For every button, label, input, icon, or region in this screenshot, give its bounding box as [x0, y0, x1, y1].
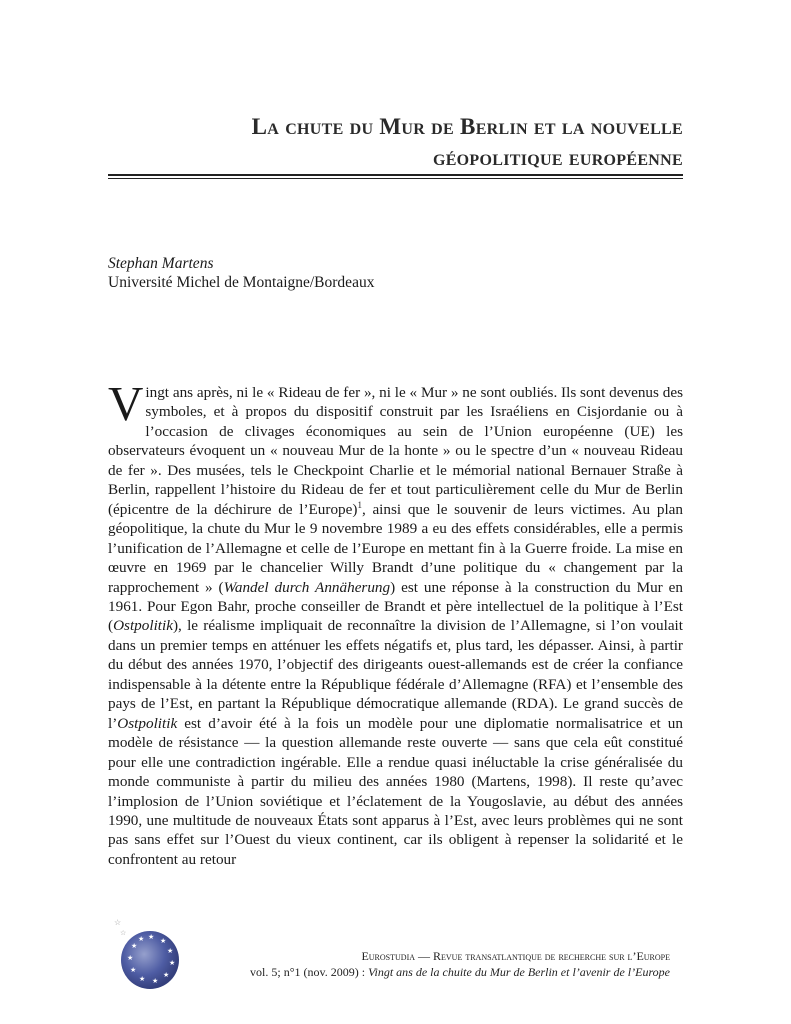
body-italic-wandel: Wandel durch Annäherung: [223, 578, 391, 596]
svg-text:★: ★: [163, 971, 170, 979]
article-title: [108, 112, 683, 173]
svg-text:★: ★: [148, 933, 155, 941]
footer-volume-title: Vingt ans de la chuite du Mur de Berlin et l’avenir de l’Europe: [368, 965, 670, 979]
body-italic-ostpolitik-1: Ostpolitik: [113, 617, 173, 635]
body-text-part-2: , ainsi que le souvenir de leurs victimes. Au plan géopolitique, la chute du Mur le 9 novembre 1989 a eu des effets considérables, elle a permis l’unification de l’Allemagne et celle de l’Europe en mettant fin à la Guerre froide. La mise en œuvre en 1969 par le chancelier Willy Brandt d’une politique du « changement par la rapprochement » (: [108, 500, 684, 596]
title-line-1: La chute du Mur de Berlin et la nouvelle: [251, 114, 683, 139]
title-line-2: géopolitique européenne: [432, 145, 683, 170]
footnote-ref[interactable]: 1: [357, 499, 362, 510]
article-body: [108, 376, 684, 869]
body-text-part-3: ) est une réponse à la construction du Mur en 1961. Pour Egon Bahr, proche conseiller de Brandt et père intellectuel de la politique à l’Est (: [108, 578, 683, 635]
svg-text:★: ★: [169, 959, 176, 967]
svg-text:★: ★: [130, 966, 137, 974]
svg-text:★: ★: [167, 947, 174, 955]
svg-text:☆: ☆: [114, 918, 122, 927]
drop-cap: V: [108, 376, 144, 431]
body-italic-ostpolitik-2: Ostpolitik: [117, 714, 178, 732]
svg-text:★: ★: [138, 935, 145, 943]
footer-journal: Eurostudia — Revue transatlantique de recherche sur l’Europe: [361, 949, 670, 963]
body-text-part-4: ), le réalisme impliquait de reconnaître la division de l’Allemagne, si l’on voulait dans un premier temps en atténuer les effets négatifs et, plus tard, les dépasser. Ainsi, à partir du début des années 1970, l’objectif des dirigeants ouest-allemands est de créer la confiance indispensable à la détente entre la République fédérale d’Allemagne (RFA) et l’ensemble des pays de l’Est, en partant la République démocratique allemande (RDA). Le grand succès de l’: [108, 617, 683, 732]
svg-text:★: ★: [127, 954, 134, 962]
footer-volume: [250, 964, 670, 980]
author-name: Stephan Martens: [108, 255, 214, 272]
svg-text:☆: ☆: [120, 929, 127, 937]
page-footer: [250, 948, 670, 980]
svg-text:★: ★: [131, 942, 138, 950]
body-text-part-5: est d’avoir été à la fois un modèle pour une diplomatie normalisatrice et un modèle de résistance — la question allemande reste ouverte — sans que cela eût constitué pour elle une contradiction ingérable. Elle a rendue quasi inéluctable la crise généralisée du monde communiste à partir du milieu des années 1980 (Martens, 1998). Il reste qu’avec l’implosion de l’Union soviétique et l’éclatement de la Yougoslavie, au début des années 1990, une multitude de nouveaux États sont apparus à l’Est, avec leurs problèmes qui ne sont pas sans effet sur l’Ouest du vieux continent, car ils obligent à repenser la solidarité et le confrontent au retour: [108, 714, 683, 868]
title-rule-thin: [108, 178, 683, 179]
svg-text:★: ★: [152, 977, 159, 985]
title-rule-thick: [108, 174, 683, 176]
svg-text:★: ★: [160, 937, 167, 945]
author-affiliation: Université Michel de Montaigne/Bordeaux: [108, 274, 375, 291]
svg-text:★: ★: [139, 975, 146, 983]
footer-volume-prefix: vol. 5; n°1 (nov. 2009) :: [250, 965, 369, 979]
eu-stars-globe-icon: [108, 915, 188, 995]
body-text-part-1: ingt ans après, ni le « Rideau de fer », ni le « Mur » ne sont oubliés. Ils sont devenus des symboles, et à propos du dispositif construit par les Israéliens en Cisjordanie ou à l’occasion de clivages économiques au sein de l’Union européenne (UE) les observateurs évoquent un « nouveau Mur de la honte » ou le spectre d’un « nouveau Rideau de fer ». Des musées, tels le Checkpoint Charlie et le mémorial national Bernauer Straße à Berlin, rappellent l’histoire du Rideau de fer et tout particulièrement celle du Mur de Berlin (épicentre de la déchirure de l’Europe): [108, 384, 683, 518]
